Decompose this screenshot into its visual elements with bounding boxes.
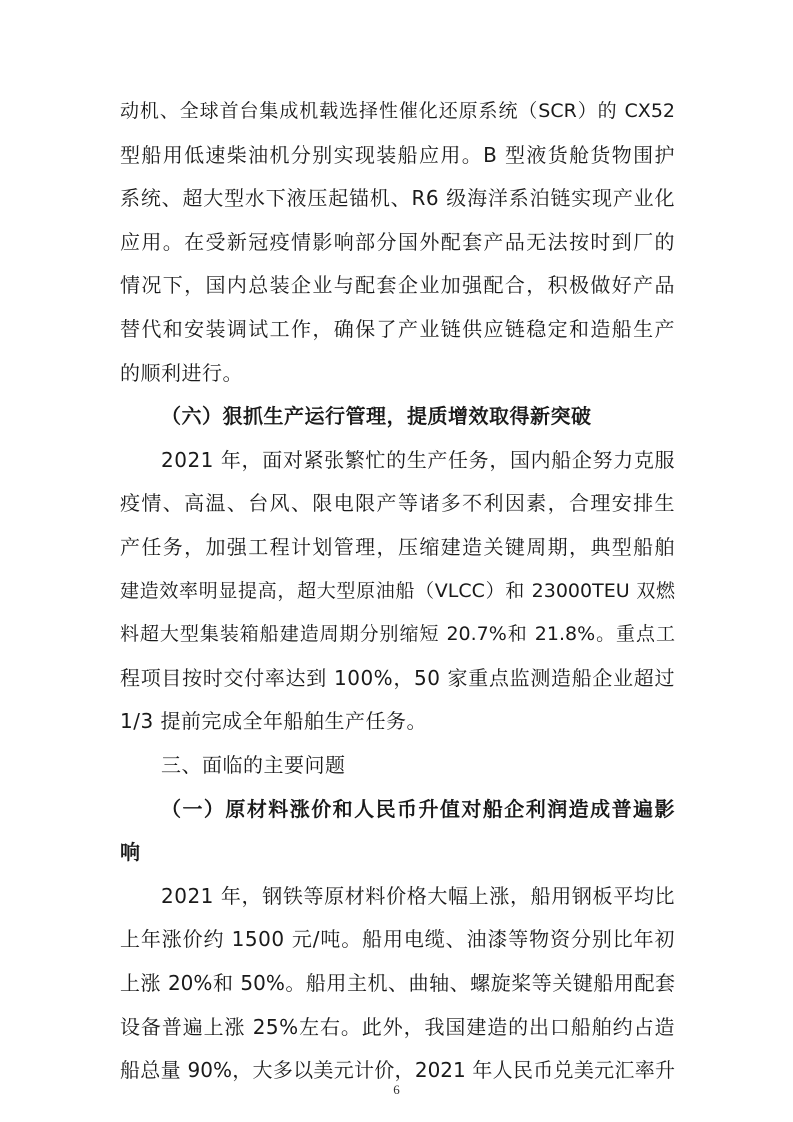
body-line: 1/3 提前完成全年船舶生产任务。 — [120, 709, 428, 733]
body-line: 型船用低速柴油机分别实现装船应用。B 型液货舱货物围护 — [120, 143, 675, 167]
body-line: 系统、超大型水下液压起锚机、R6 级海洋系泊链实现产业化 — [120, 186, 675, 210]
body-line: 料超大型集装箱船建造周期分别缩短 20.7%和 21.8%。重点工 — [120, 623, 675, 645]
section-heading-one: （一）原材料涨价和人民币升值对船企利润造成普遍影 — [161, 797, 675, 821]
body-line: 应用。在受新冠疫情影响部分国外配套产品无法按时到厂的 — [120, 230, 675, 254]
page-number: 6 — [393, 1082, 400, 1097]
paragraph-first-line: 2021 年，钢铁等原材料价格大幅上涨，船用钢板平均比 — [161, 884, 675, 908]
section-heading-six: （六）狠抓生产运行管理，提质增效取得新突破 — [161, 404, 592, 428]
body-line: 情况下，国内总装企业与配套企业加强配合，积极做好产品 — [120, 273, 675, 297]
body-line: 设备普遍上涨 25%左右。此外，我国建造的出口船舶约占造 — [120, 1015, 675, 1039]
body-line: 船总量 90%，大多以美元计价，2021 年人民币兑美元汇率升 — [120, 1058, 675, 1082]
body-line: 替代和安装调试工作，确保了产业链供应链稳定和造船生产 — [120, 317, 675, 341]
body-line: 动机、全球首台集成机载选择性催化还原系统（SCR）的 CX52 — [120, 100, 675, 122]
body-line: 产任务，加强工程计划管理，压缩建造关键周期，典型船舶 — [120, 535, 675, 559]
paragraph-first-line: 2021 年，面对紧张繁忙的生产任务，国内船企努力克服 — [161, 448, 675, 472]
body-line: 的顺利进行。 — [120, 361, 243, 385]
chapter-heading-problems: 三、面临的主要问题 — [161, 753, 346, 777]
body-line: 程项目按时交付率达到 100%，50 家重点监测造船企业超过 — [120, 666, 675, 690]
body-line: 上涨 20%和 50%。船用主机、曲轴、螺旋桨等关键船用配套 — [120, 971, 675, 995]
body-line: 上年涨价约 1500 元/吨。船用电缆、油漆等物资分别比年初 — [120, 927, 675, 951]
section-heading-one-cont: 响 — [120, 840, 141, 864]
body-line: 疫情、高温、台风、限电限产等诸多不利因素，合理安排生 — [120, 491, 675, 515]
body-line: 建造效率明显提高，超大型原油船（VLCC）和 23000TEU 双燃 — [120, 580, 675, 602]
